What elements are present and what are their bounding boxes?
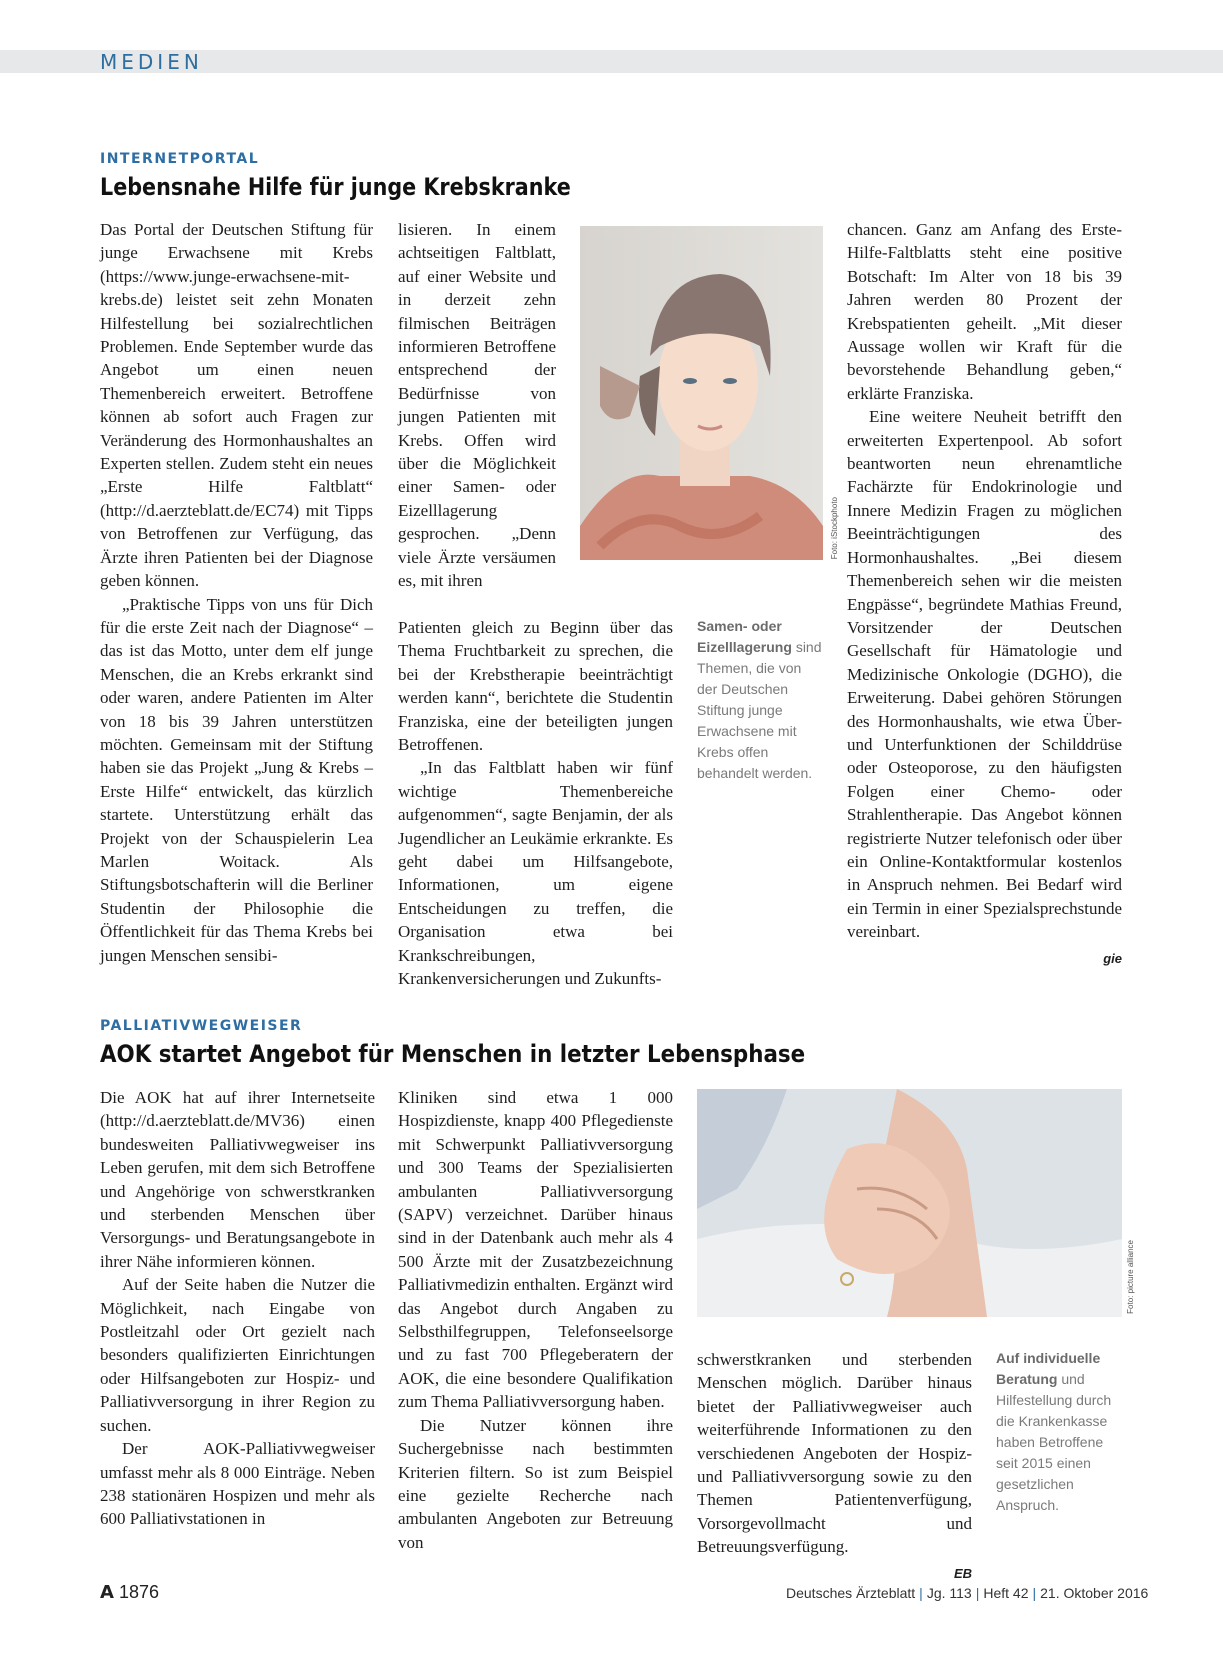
woman-headscarf-image [580,226,823,560]
article1-col2-para-2: „In das Faltblatt haben wir fünf wichtige Themenbereiche aufgenommen“, sagte Benjamin, der als Jugendlicher an Leukämie erkrankte. Es geht dabei um Hilfsangebote, Informationen, um eigene Entscheidungen zu treffen, die Organisation etwa bei Krankschreibungen, Krankenversicherungen und Zukunfts- [398,758,673,989]
journal-name: Deutsches Ärzteblatt [786,1585,916,1601]
article1-col1-para-1: Das Portal der Deutschen Stiftung für junge Erwachsene mit Krebs (https://www.junge-erwachsene-mit-krebs.de) leistet seit zehn Monaten Hilfestellung bei sozialrechtlichen Problemen. Ende September wurde das Angebot um einen neuen Themenbereich erweitert. Betroffene können ab sofort auch Fragen zur Veränderung des Hormonhaushaltes an Experten stellen. Zudem steht ein neues „Erste Hilfe Faltblatt“ (http://d.aerzteblatt.de/EC74) mit Tipps von Betroffenen zur Verfügung, das Ärzte ihren Patienten bei der Diagnose geben können. [100,220,373,591]
article2-col3-para-1: schwerstkranken und sterbenden Menschen möglich. Darüber hinaus bietet der Palliativwegweiser auch weiterführende Informationen zu den verschiedenen Angeboten der Hospiz- und Palliativversorgung sowie zu den Themen Patientenverfügung, Vorsorgevollmacht und Betreuungsverfügung. [697,1350,972,1557]
article2-caption-text: und Hilfestellung durch die Krankenkasse haben Betroffene seit 2015 einen gesetzlichen Anspruch. [996,1371,1112,1513]
journal-date: 21. Oktober 2016 [1040,1585,1149,1601]
journal-volume: Jg. 113 [926,1585,972,1601]
separator: | [919,1585,923,1601]
separator: | [1032,1585,1037,1601]
article2-column-2 [398,1086,673,1554]
article1-title: Lebensnahe Hilfe für junge Krebskranke [100,174,571,202]
article2-col1-para-2: Auf der Seite haben die Nutzer die Möglichkeit, nach Eingabe von Postleitzahl oder Ort gezielt nach besonders qualifizierten Einrichtungen oder Hilfsangeboten zur Hospiz- und Palliativversorgung in ihrer Region zu suchen. [100,1275,375,1435]
article1-col1-para-2: „Praktische Tipps von uns für Dich für die erste Zeit nach der Diagnose“ – das ist das Motto, unter dem elf junge Menschen, die an Krebs erkrankt sind oder waren, andere Patienten im Alter von 18 bis 39 Jahren unterstützen möchten. Gemeinsam mit der Stiftung haben sie das Projekt „Jung & Krebs – Erste Hilfe“ entwickelt, das kürzlich startete. Unterstützung erhält das Projekt von der Schauspielerin Lea Marlen Woitack. Als Stiftungsbotschafterin will die Berliner Studentin der Philosophie die Öffentlichkeit für das Thema Krebs bei jungen Menschen sensibi- [100,594,373,965]
article2-col2-para-2: Die Nutzer können ihre Suchergebnisse nach bestimmten Kriterien filtern. So ist zum Beispiel eine gezielte Recherche nach ambulanten Angeboten zur Betreuung von [398,1415,673,1552]
article1-signature: gie [1103,950,1122,966]
article1-column-3 [847,218,1122,970]
journal-info [786,1585,1149,1601]
article1-caption-text: sind Themen, die von der Deutschen Stiftung junge Erwachsene mit Krebs offen behandelt werden. [697,639,822,781]
page-number [100,1582,159,1603]
article2-kicker: PALLIATIVWEGWEISER [100,1018,303,1034]
article2-caption-bold: Auf individuelle Beratung [996,1350,1101,1387]
article1-caption [697,616,825,784]
article2-column-3 [697,1348,972,1585]
article2-photo-credit: Foto: picture alliance [1126,1240,1135,1314]
article1-photo [580,226,823,560]
section-label: MEDIEN [100,50,203,74]
article2-column-1 [100,1086,375,1531]
article1-photo-credit: Foto: iStockphoto [830,497,839,560]
article1-col3-para-1: chancen. Ganz am Anfang des Erste-Hilfe-Faltblatts steht eine positive Botschaft: Im Alter von 18 bis 39 Jahren werden 80 Prozent der Krebspatienten geheilt. „Mit dieser Aussage wollen wir Kraft für die bevorstehende Behandlung geben,“ erklärte Franziska. [847,220,1122,403]
article2-caption [996,1348,1124,1516]
article1-col2-para-top: lisieren. In einem achtseitigen Faltblatt, auf einer Website und in derzeit zehn filmischen Beiträgen informieren Betroffene entsprechend der Bedürfnisse von jungen Patienten mit Krebs. Offen wird über die Möglichkeit einer Samen- oder Eizelllagerung gesprochen. „Denn viele Ärzte versäumen es, mit ihren [398,220,556,591]
page-number-value: 1876 [118,1582,159,1602]
journal-issue: Heft 42 [983,1585,1029,1601]
article1-column-2-bottom [398,616,673,991]
separator: | [975,1585,980,1601]
article2-signature: EB [953,1565,972,1581]
holding-hands-image [697,1089,1122,1317]
page-prefix: A [100,1582,114,1603]
article2-photo [697,1089,1122,1317]
article1-caption-bold: Samen- oder Eizelllagerung [697,618,792,655]
article2-col2-para-1: Kliniken sind etwa 1 000 Hospizdienste, knapp 400 Pflegedienste mit Schwerpunkt Palliativversorgung und 300 Teams der Spezialisierten ambulanten Palliativversorgung (SAPV) verzeichnet. Darüber hinaus sind in der Datenbank auch mehr als 4 500 Ärzte mit der Zusatzbezeichnung Palliativmedizin enthalten. Ergänzt wird das Angebot durch Angaben zu Selbsthilfegruppen, Telefonseelsorge und zu fast 700 Pflegeberatern der AOK, die eine besondere Qualifikation zum Thema Palliativversorgung haben. [398,1088,673,1412]
article1-col2-para-1: Patienten gleich zu Beginn über das Thema Fruchtbarkeit zu sprechen, die bei der Krebstherapie beeinträchtigt werden kann“, berichtete die Studentin Franziska, eine der beteiligten jungen Betroffenen. [398,618,673,755]
article1-column-1 [100,218,373,967]
article1-column-2-top [398,218,556,593]
article1-col3-para-2: Eine weitere Neuheit betrifft den erweiterten Expertenpool. Ab sofort beantworten neun ehrenamtliche Fachärzte für Endokrinologie und Innere Medizin Fragen zu möglichen Beeinträchtigungen des Hormonhaushaltes. „Bei diesem Themenbereich sehen wir die meisten Engpässe“, begründete Mathias Freund, Vorsitzender der Deutschen Gesellschaft für Hämatologie und Medizinische Onkologie (DGHO), die Erweiterung. Dabei gehören Störungen des Hormonhaushalts, wie etwa Über- und Unterfunktionen der Schilddrüse oder Osteoporose, zu den häufigsten Folgen einer Chemo- oder Strahlentherapie. Das Angebot können registrierte Nutzer telefonisch oder über ein Online-Kontaktformular kostenlos in Anspruch nehmen. Bei Bedarf wird ein Termin in einer Spezialsprechstunde vereinbart. [847,407,1122,942]
article2-col1-para-1: Die AOK hat auf ihrer Internetseite (http://d.aerzteblatt.de/MV36) einen bundesweiten Palliativwegweiser ins Leben gerufen, mit dem sich Betroffene und Angehörige von schwerstkranken und sterbenden Menschen über Versorgungs- und Beratungsangebote in ihrer Nähe informieren können. [100,1088,375,1271]
article1-kicker: INTERNETPORTAL [100,151,260,167]
article2-title: AOK startet Angebot für Menschen in letzter Lebensphase [100,1041,806,1069]
article2-col1-para-3: Der AOK-Palliativwegweiser umfasst mehr als 8 000 Einträge. Neben 238 stationären Hospizen und mehr als 600 Palliativstationen in [100,1439,375,1529]
